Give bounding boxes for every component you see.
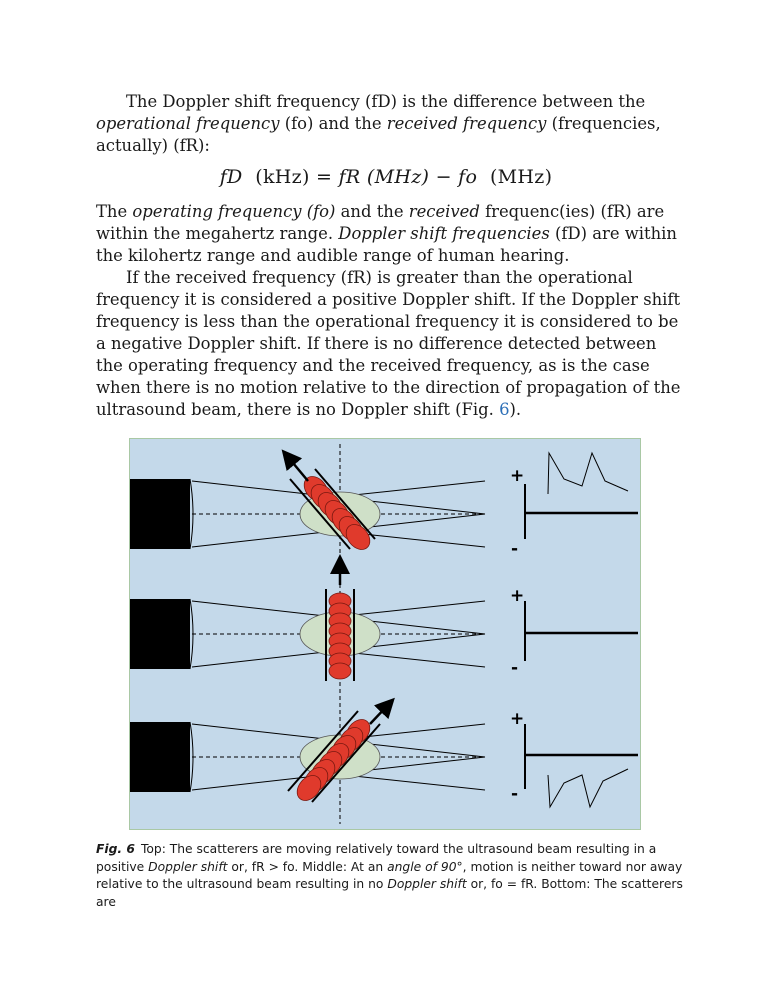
scatterers <box>329 593 351 679</box>
eq-variable: fR <box>338 166 361 188</box>
plus-sign: + <box>510 709 525 729</box>
panel-bottom <box>130 705 638 807</box>
text: The <box>96 202 133 221</box>
text: Top: The scatterers are moving relatively toward the ultrasound beam resulting in a positive <box>96 842 657 874</box>
transducer-top <box>130 479 190 549</box>
paragraph-doppler-shift <box>96 267 686 421</box>
emphasis-text: operational frequency <box>96 114 280 133</box>
figure-caption <box>96 841 686 911</box>
text: or, fR > fo. Middle: At an <box>227 859 388 874</box>
figure-link[interactable]: 6 <box>499 400 510 419</box>
doppler-positive-waveform <box>548 453 628 494</box>
text: frequenc(ies) (fR) are within the megahertz range. <box>96 202 665 243</box>
emphasis-text: Doppler shift <box>148 859 228 874</box>
eq-operator: = <box>316 166 333 188</box>
emphasis-text: received <box>408 202 480 221</box>
eq-unit: (kHz) <box>255 166 310 188</box>
emphasis-text: Doppler shift <box>387 877 467 891</box>
minus-sign: - <box>511 658 519 678</box>
text: and the <box>335 202 409 221</box>
transducer-middle <box>130 599 190 669</box>
text: (fD) are within the kilohertz range and audible range of human hearing. <box>96 224 677 265</box>
text: ). <box>509 400 522 419</box>
panel-middle <box>130 564 638 681</box>
motion-arrow <box>288 457 308 481</box>
text: , motion is neither toward nor away relative to the ultrasound beam resulting in no <box>96 859 683 891</box>
eq-unit: (MHz) <box>366 166 430 188</box>
figure-6-doppler-diagram <box>129 438 641 830</box>
emphasis-text: received frequency <box>386 114 547 133</box>
transducer-bottom <box>130 722 190 792</box>
panel-top <box>130 453 638 559</box>
paragraph-intro <box>96 91 686 157</box>
minus-sign: - <box>511 539 519 559</box>
emphasis-text: Doppler shift frequencies <box>338 224 550 243</box>
plus-sign: + <box>510 466 525 486</box>
text: or, fo = fR. Bottom: The scatterers are <box>96 877 683 909</box>
doppler-equation <box>0 166 772 188</box>
paragraph-frequency-ranges <box>96 201 686 267</box>
eq-operator: − <box>435 166 452 188</box>
doppler-negative-waveform <box>548 769 628 807</box>
emphasis-text: angle of 90° <box>387 859 463 874</box>
eq-variable: fo <box>458 166 478 188</box>
figure-label: Fig. 6 <box>96 842 135 856</box>
minus-sign: - <box>511 784 519 804</box>
eq-unit: (MHz) <box>489 166 553 188</box>
motion-arrow <box>370 705 388 724</box>
plus-sign: + <box>510 586 525 606</box>
text: (frequencies, actually) (fR): <box>96 114 661 155</box>
text: If the received frequency (fR) is greater than the operational frequency it is considered a positive Doppler shift. If the Doppler shift frequency is less than the operational frequency it is considered to be a negative Doppler shift. If there is no difference detected between the operating frequency and the received frequency, as is the case when there is no motion relative to the direction of propagation of the ultrasound beam, there is no Doppler shift (Fig. <box>96 268 681 419</box>
eq-variable: fD <box>219 166 243 188</box>
text: (fo) and the <box>279 114 387 133</box>
emphasis-text: operating frequency (fo) <box>132 202 336 221</box>
text: The Doppler shift frequency (fD) is the difference between the <box>126 92 646 111</box>
